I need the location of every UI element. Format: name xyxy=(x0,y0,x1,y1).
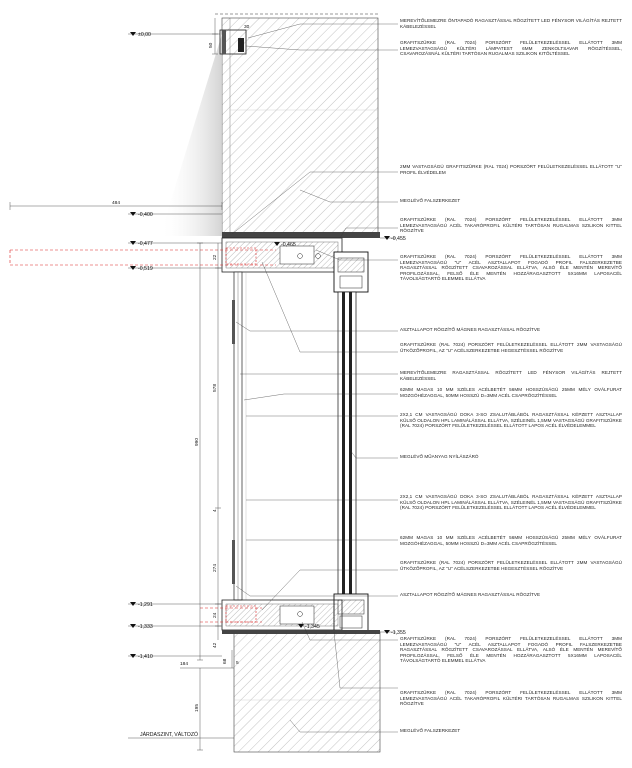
level-label: -0,400 xyxy=(138,212,153,218)
level-label: -1,410 xyxy=(138,654,153,660)
dimension-label: 195 xyxy=(195,703,200,712)
dimension-label: 274 xyxy=(213,563,218,572)
dimension-label: 24 xyxy=(213,612,218,618)
note-existing-window: MEGLÉVŐ MŰANYAG NYÍLÁSZÁRÓ xyxy=(400,454,479,459)
dimension-label: 42 xyxy=(213,642,218,648)
level-label: -1,345 xyxy=(305,624,320,630)
dimension-label: 578 xyxy=(213,383,218,392)
note-led-lighting-top: MEREVÍTŐLEMEZRE ÖNTAPADÓ RAGASZTÁSSAL RÖGZÍTETT LED FÉNYSOR VILÁGÍTÁS REJTETT KÁBELEZÉSSEL xyxy=(400,18,622,29)
note-cover-profile-top: GRAFITSZÜRKE (RAL 7024) PORSZÓRT FELÜLETKEZELÉSSEL ELLÁTOTT 3MM LEMEZVASTAGSÁGÚ ACÉL TAKARÓPROFIL KÜLTÉRI TARTÓSAN RUGALMAS SZILIKON KITTEL RÖGZÍTVE xyxy=(400,217,622,234)
level-label: -1,291 xyxy=(138,602,153,608)
note-edge-protection: 2MM VASTAGSÁGÚ GRAFITSZÜRKE (RAL 7024) PORSZÓRT FELÜLETKEZELÉSSEL ELLÁTOTT "U" PROFIL ÉLVÉDELEM xyxy=(400,164,622,175)
level-label: -0,455 xyxy=(391,236,406,242)
window-frame-top xyxy=(334,252,368,292)
dimension-label: 184 xyxy=(180,662,189,667)
note-tabletop-bottom: 2X2,1 CM VASTAGSÁGÚ DOKA 3-SO ZSALUTÁBLÁBÓL RAGASZTÁSSAL KÉPZETT ASZTALLAP KÜLSŐ OLDALON HPL LAMINÁLÁSSAL ELLÁTVA, SZÉLEINÉL 1,5MM VASTAGSÁGÚ GRAFITSZÜRKE (RAL 7024) PORSZÓRT FELÜLETKEZELÉSSEL ELLÁTOTT LAPOS ACÉL ÉLVÉDELEMMEL xyxy=(400,494,622,511)
level-label: ±0,00 xyxy=(138,32,151,38)
window-glazing xyxy=(338,292,356,594)
level-label: -0,477 xyxy=(138,241,153,247)
edge-protection-profile xyxy=(222,232,380,238)
dimension-label: 484 xyxy=(112,201,121,206)
dimension-label: 5 xyxy=(236,661,239,666)
note-lamp-housing: GRAFITSZÜRKE (RAL 7024) PORSZÓRT FELÜLETKEZELÉSSEL ELLÁTOTT 3MM LEMEZVASTAGSÁGÚ KÜLTÉRI LÁMPATEST 6MM ZENKOLTSAVAR RÖGZÍTÉSSEL, CSAVAROZÁSNÁL KÜLTÉRI TARTÓSAN RUGALMAS SZILIKON KITÖLTÉSSEL xyxy=(400,40,622,57)
dimension-label: 50 xyxy=(209,42,214,48)
note-steel-insert-top: 62MM MAGAS 10 MM SZÉLES ACÉLBETÉT 56MM HOSSZÚSÁGÚ 25MM MÉLY OVÁLFURAT MOZGÓHÉZAGGAL, 50MM HOSSZÚ D=3MM ACÉL CSAPRÖGZÍTÉSSEL xyxy=(400,387,622,398)
note-magnet-bottom: ASZTALLAPOT RÖGZÍTŐ MÁGNES RAGASZTÁSSAL RÖGZÍTVE xyxy=(400,592,541,597)
note-steel-insert-bottom: 62MM MAGAS 10 MM SZÉLES ACÉLBETÉT 56MM HOSSZÚSÁGÚ 25MM MÉLY OVÁLFURAT MOZGÓHÉZAGGAL, 50MM HOSSZÚ D=3MM ACÉL CSAPRÖGZÍTÉSSEL xyxy=(400,535,622,546)
ground-level-label: JÁRDASZINT, VÁLTOZÓ xyxy=(140,732,199,738)
lower-wall xyxy=(234,632,380,752)
dimension-label: 22 xyxy=(213,254,218,260)
level-label: -1,333 xyxy=(138,624,153,630)
note-receiving-profile-bottom: GRAFITSZÜRKE (RAL 7024) PORSZÓRT FELÜLETKEZELÉSSEL ELLÁTOTT 3MM LEMEZVASTAGSÁGÚ "U" ACÉL ASZTALLAPOT FOGADÓ PROFIL FALSZERKEZETBE RAGASZTÁSSAL RÖGZÍTETT CSAVAROZÁSSAL ELLÁTVA, ALSÓ ÉLE MENTÉN MEREVÍTŐ PROFILOZÁSSAL, FELSŐ ÉLE MENTÉN HOZZÁRAGASZTOTT 5X16MM LAPOSACÉL TÁVOLSÁGTARTÓ ELEMMEL ELLÁTVA xyxy=(400,636,622,664)
dimension-label: 990 xyxy=(195,437,200,446)
note-stop-profile-bottom: GRAFITSZÜRKE (RAL 7024) PORSZÓRT FELÜLETKEZELÉSSEL ELLÁTOTT 2MM VASTAGSÁGÚ ÜTKÖZŐPROFIL, AZ "U" ACÉLSZERKEZETBE HEGESZTÉSSEL RÖGZÍTVE xyxy=(400,560,622,571)
dimension-label: 68 xyxy=(223,658,228,664)
folding-tabletop xyxy=(232,272,246,600)
dimension-label: 4 xyxy=(213,509,218,512)
level-label: -0,465 xyxy=(281,242,296,248)
light-cone xyxy=(160,34,222,236)
note-existing-wall-top: MEGLÉVŐ FALSZERKEZET xyxy=(400,198,461,203)
note-tabletop-top: 2X2,1 CM VASTAGSÁGÚ DOKA 3-SO ZSALUTÁBLÁBÓL RAGASZTÁSSAL KÉPZETT ASZTALLAP KÜLSŐ OLDALON HPL LAMINÁLÁSSAL ELLÁTVA, SZÉLEINÉL 1,5MM VASTAGSÁGÚ GRAFITSZÜRKE (RAL 7024) PORSZÓRT FELÜLETKEZELÉSSEL ELLÁTOTT LAPOS ACÉL ÉLVÉDELEMMEL xyxy=(400,412,622,429)
note-existing-wall-bottom: MEGLÉVŐ FALSZERKEZET xyxy=(400,728,461,733)
note-led-strip: MEREVÍTŐLEMEZRE RAGASZTÁSSAL RÖGZÍTETT LED FÉNYSOR VILÁGÍTÁS REJTETT KÁBELEZÉSSEL xyxy=(400,370,622,381)
note-receiving-profile-top: GRAFITSZÜRKE (RAL 7024) PORSZÓRT FELÜLETKEZELÉSSEL ELLÁTOTT 3MM LEMEZVASTAGSÁGÚ "U" ACÉL ASZTALLAPOT FOGADÓ PROFIL FALSZERKEZETBE RAGASZTÁSSAL RÖGZÍTETT CSAVAROZÁSSAL ELLÁTVA, ALSÓ ÉLE MENTÉN MEREVÍTŐ PROFILOZÁSSAL, FELSŐ ÉLE MENTÉN HOZZÁRAGASZTOTT 5X16MM LAPOSACÉL TÁVOLSÁGTARTÓ ELEMMEL ELLÁTVA xyxy=(400,254,622,282)
level-label: -0,519 xyxy=(138,266,153,272)
dimension-label: 30 xyxy=(244,25,250,30)
note-magnet-top: ASZTALLAPOT RÖGZÍTŐ MÁGNES RAGASZTÁSSAL RÖGZÍTVE xyxy=(400,327,541,332)
note-stop-profile-top: GRAFITSZÜRKE (RAL 7024) PORSZÓRT FELÜLETKEZELÉSSEL ELLÁTOTT 2MM VASTAGSÁGÚ ÜTKÖZŐPROFIL, AZ "U" ACÉLSZERKEZETBE HEGESZTÉSSEL RÖGZÍTVE xyxy=(400,342,622,353)
level-label: -1,355 xyxy=(391,630,406,636)
note-cover-profile-bottom: GRAFITSZÜRKE (RAL 7024) PORSZÓRT FELÜLETKEZELÉSSEL ELLÁTOTT 3MM LEMEZVASTAGSÁGÚ ACÉL TAKARÓPROFIL KÜLTÉRI TARTÓSAN RUGALMAS SZILIKON KITTEL RÖGZÍTVE xyxy=(400,690,622,707)
